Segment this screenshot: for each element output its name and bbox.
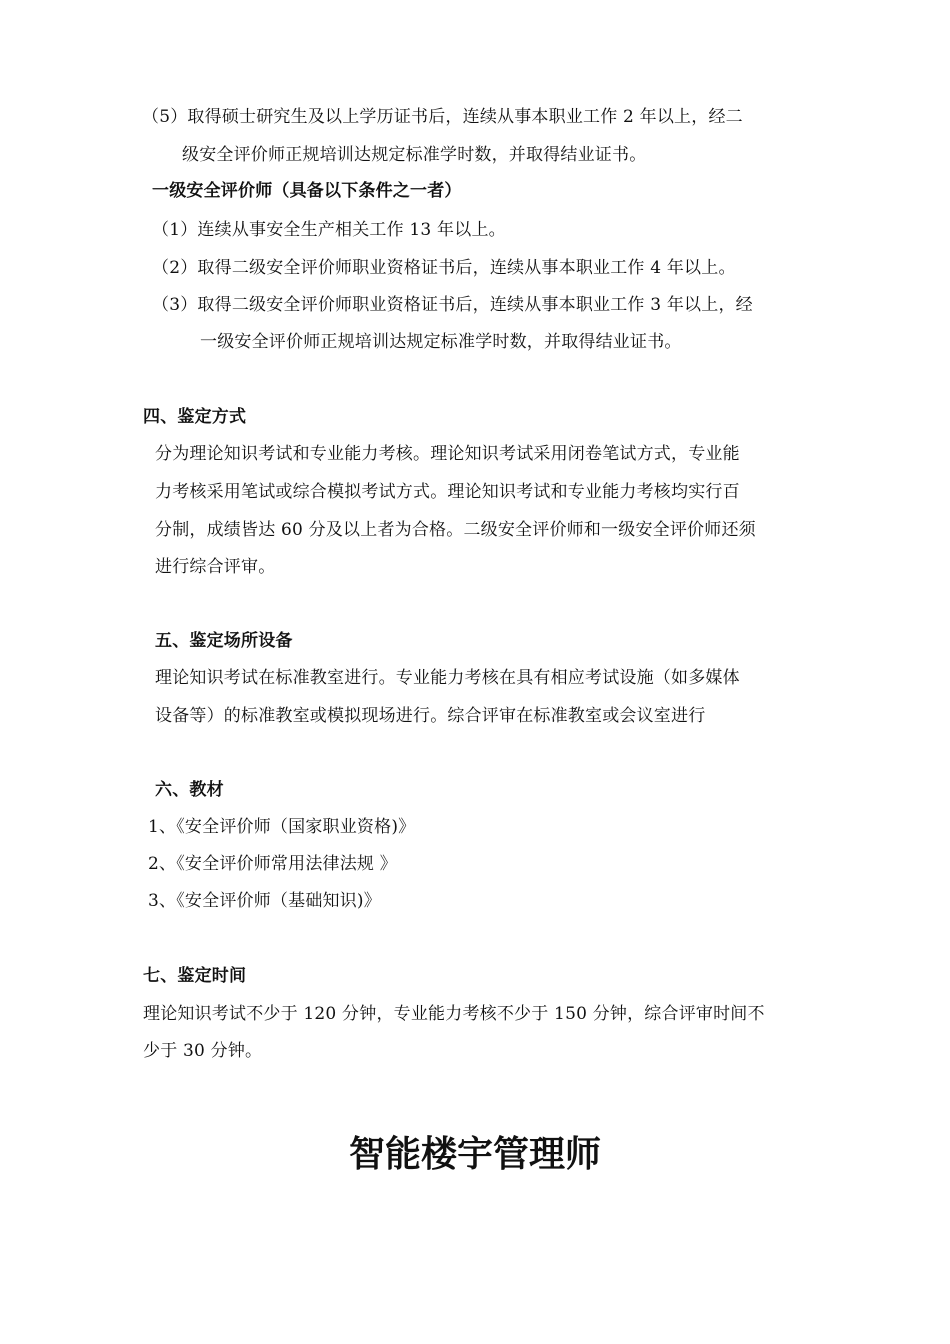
section4-heading: 四、鉴定方式: [143, 407, 247, 427]
level2-item5-line2: 级安全评价师正规培训达规定标准学时数，并取得结业证书。: [182, 145, 647, 165]
section4-line: 力考核采用笔试或综合模拟考试方式。理论知识考试和专业能力考核均实行百: [155, 482, 740, 502]
section5-line: 设备等）的标准教室或模拟现场进行。综合评审在标准教室或会议室进行: [155, 706, 706, 726]
textbook-item: 3、《安全评价师（基础知识)》: [148, 891, 381, 911]
textbook-item: 1、《安全评价师（国家职业资格)》: [148, 817, 416, 837]
level1-item3-line1: （3）取得二级安全评价师职业资格证书后，连续从事本职业工作 3 年以上，经: [152, 295, 753, 315]
section5-line: 理论知识考试在标准教室进行。专业能力考核在具有相应考试设施（如多媒体: [155, 668, 740, 688]
section5-heading: 五、鉴定场所设备: [155, 631, 293, 651]
level1-item3-line2: 一级安全评价师正规培训达规定标准学时数，并取得结业证书。: [200, 332, 682, 352]
textbook-item: 2、《安全评价师常用法律法规 》: [148, 854, 397, 874]
level1-heading: 一级安全评价师（具备以下条件之一者）: [152, 181, 462, 201]
section4-line: 进行综合评审。: [155, 557, 276, 577]
level1-item1: （1）连续从事安全生产相关工作 13 年以上。: [152, 220, 506, 240]
level1-item2: （2）取得二级安全评价师职业资格证书后，连续从事本职业工作 4 年以上。: [152, 258, 736, 278]
next-chapter-title: 智能楼宇管理师: [348, 1134, 601, 1175]
section7-line: 理论知识考试不少于 120 分钟，专业能力考核不少于 150 分钟，综合评审时间不: [143, 1004, 765, 1024]
section6-heading: 六、教材: [155, 780, 224, 800]
section7-line: 少于 30 分钟。: [143, 1041, 263, 1061]
section4-line: 分制，成绩皆达 60 分及以上者为合格。二级安全评价师和一级安全评价师还须: [155, 520, 756, 540]
section4-line: 分为理论知识考试和专业能力考核。理论知识考试采用闭卷笔试方式，专业能: [155, 444, 740, 464]
level2-item5-line1: （5）取得硕士研究生及以上学历证书后，连续从事本职业工作 2 年以上，经二: [142, 107, 743, 127]
section7-heading: 七、鉴定时间: [143, 966, 247, 986]
